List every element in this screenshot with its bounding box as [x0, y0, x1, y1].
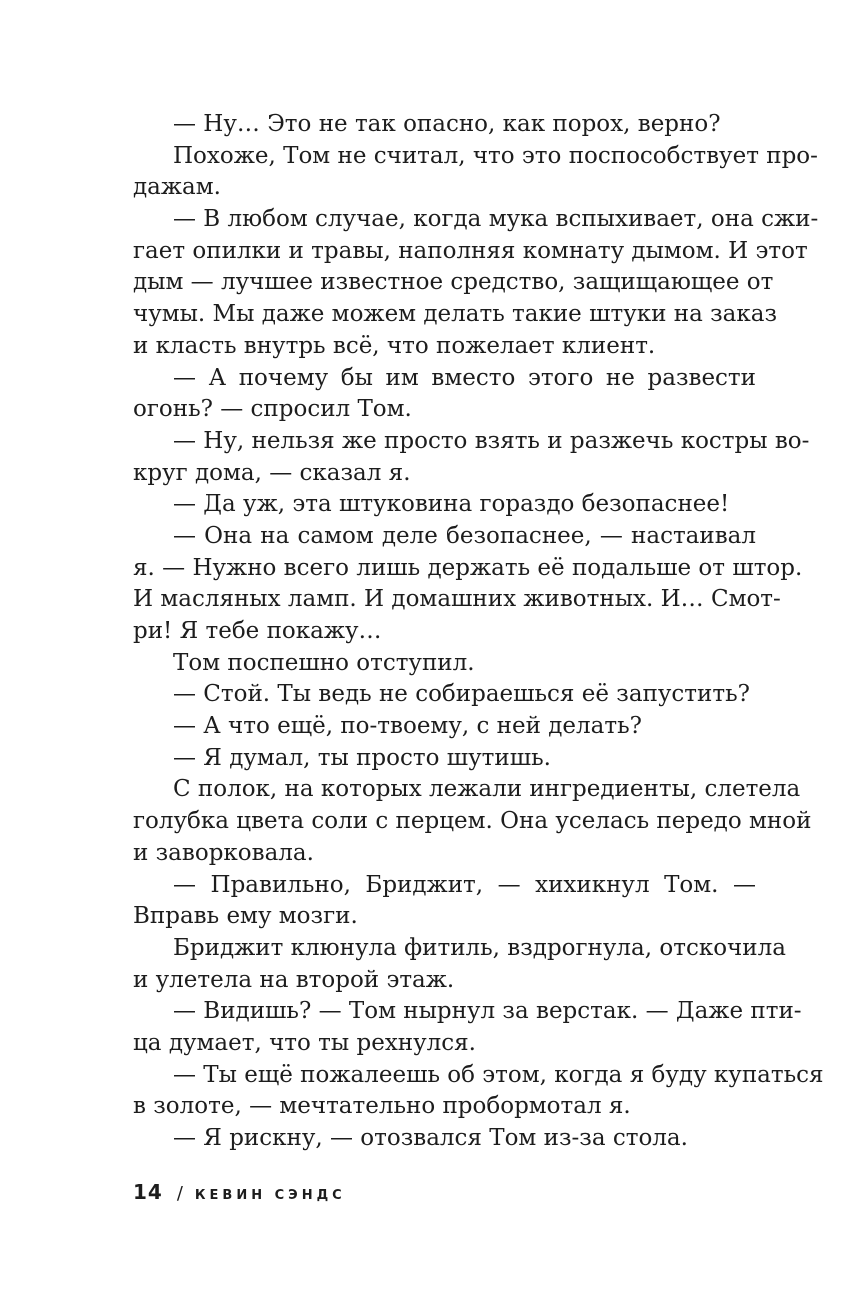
- text-line: Бриджит клюнула фитиль, вздрогнула, отскочила: [173, 934, 786, 961]
- text-line: огонь? — спросил Том.: [133, 396, 412, 423]
- text-line: гает опилки и травы, наполняя комнату дымом. И этот: [133, 237, 808, 264]
- text-line: и заворковала.: [133, 839, 314, 866]
- author-name: КЕВИН СЭНДС: [194, 1188, 346, 1203]
- text-line: — Правильно, Бриджит, — хихикнул Том. —: [173, 871, 756, 898]
- footer-separator: /: [176, 1183, 183, 1204]
- text-line: в золоте, — мечтательно пробормотал я.: [133, 1093, 631, 1120]
- text-line: — Ну, нельзя же просто взять и разжечь костры во-: [173, 427, 810, 454]
- text-line: дым — лучшее известное средство, защищающее от: [133, 269, 774, 296]
- text-line: — Видишь? — Том нырнул за верстак. — Даже пти-: [173, 998, 802, 1025]
- page-footer: [133, 1180, 346, 1204]
- body-text: [133, 109, 824, 1155]
- text-line: чумы. Мы даже можем делать такие штуки на заказ: [133, 301, 777, 328]
- page-number: 14: [133, 1180, 163, 1204]
- text-line: — Я думал, ты просто шутишь.: [173, 744, 551, 771]
- text-line: голубка цвета соли с перцем. Она уселась передо мной: [133, 808, 812, 835]
- text-line: — А почему бы им вместо этого не развести: [173, 364, 756, 391]
- text-line: С полок, на которых лежали ингредиенты, слетела: [173, 776, 801, 803]
- text-line: — Ты ещё пожалеешь об этом, когда я буду купаться: [173, 1061, 824, 1088]
- text-line: Похоже, Том не считал, что это поспособствует про-: [173, 142, 818, 169]
- text-line: — Да уж, эта штуковина гораздо безопаснее!: [173, 491, 730, 518]
- text-line: — А что ещё, по-твоему, с ней делать?: [173, 713, 642, 740]
- text-line: — В любом случае, когда мука вспыхивает, она сжи-: [173, 206, 819, 233]
- text-line: — Стой. Ты ведь не собираешься её запустить?: [173, 681, 750, 708]
- text-line: Том поспешно отступил.: [173, 649, 475, 676]
- text-line: — Ну… Это не так опасно, как порох, верно?: [173, 111, 721, 137]
- text-line: — Я рискну, — отозвался Том из-за стола.: [173, 1125, 688, 1151]
- text-line: И масляных ламп. И домашних животных. И… Смот-: [133, 586, 781, 613]
- text-line: — Она на самом деле безопаснее, — настаивал: [173, 522, 756, 549]
- text-line: дажам.: [133, 174, 221, 201]
- text-line: и улетела на второй этаж.: [133, 966, 455, 993]
- text-line: я. — Нужно всего лишь держать её подальше от штор.: [133, 554, 803, 581]
- text-line: круг дома, — сказал я.: [133, 459, 411, 486]
- text-line: и класть внутрь всё, что пожелает клиент.: [133, 332, 656, 359]
- text-line: Вправь ему мозги.: [133, 903, 358, 930]
- text-line: ри! Я тебе покажу…: [133, 618, 382, 644]
- text-line: ца думает, что ты рехнулся.: [133, 1029, 476, 1056]
